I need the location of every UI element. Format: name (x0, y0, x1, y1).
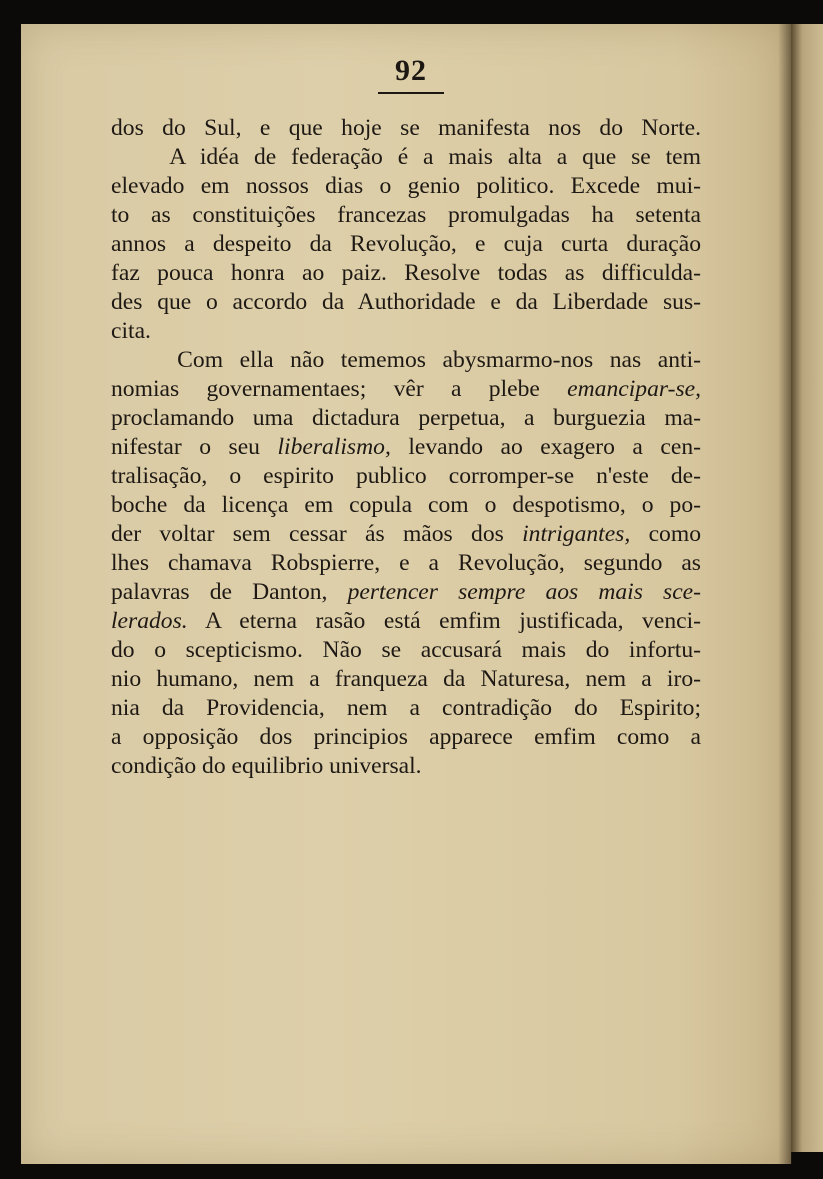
body-text (111, 114, 701, 781)
text-segment: to as constituições francezas promulgadas ha setenta (111, 202, 701, 228)
page-number-rule (378, 92, 444, 94)
italic-text: liberalismo, (277, 434, 391, 460)
text-line (111, 520, 701, 549)
text-segment: como (630, 521, 701, 547)
text-segment: des que o accordo da Authoridade e da Liberdade sus- (111, 289, 701, 315)
next-page-edge (791, 24, 823, 1152)
text-line (111, 462, 701, 491)
text-segment: A eterna rasão está emfim justificada, venci- (187, 608, 701, 634)
text-line (111, 694, 701, 723)
text-line (111, 723, 701, 752)
text-line (111, 288, 701, 317)
text-line (111, 607, 701, 636)
text-line (111, 433, 701, 462)
italic-text: lerados. (111, 608, 188, 634)
text-segment: nio humano, nem a franqueza da Naturesa, nem a iro- (111, 666, 701, 692)
text-segment: condição do equilibrio universal. (111, 753, 422, 779)
text-segment: cita. (111, 318, 151, 344)
text-line (111, 317, 701, 346)
italic-text: emancipar-se, (567, 376, 701, 402)
text-line (111, 201, 701, 230)
text-line (111, 259, 701, 288)
text-segment: nifestar o seu (111, 434, 278, 460)
text-line (111, 230, 701, 259)
page-number: 92 (395, 54, 427, 87)
text-line (111, 143, 701, 172)
text-segment: dos do Sul, e que hoje se manifesta nos do Norte. (111, 115, 701, 141)
text-segment: do o scepticismo. Não se accusará mais do infortu- (111, 637, 701, 663)
text-line (111, 491, 701, 520)
text-line (111, 114, 701, 143)
text-segment: faz pouca honra ao paiz. Resolve todas as difficulda- (111, 260, 701, 286)
text-segment: annos a despeito da Revolução, e cuja curta duração (111, 231, 701, 257)
text-segment: palavras de Danton, (111, 579, 348, 605)
text-line (111, 172, 701, 201)
text-segment: elevado em nossos dias o genio politico. Excede mui- (111, 173, 701, 199)
text-segment: a opposição dos principios apparece emfim como a (111, 724, 701, 750)
text-segment: levando ao exagero a cen- (390, 434, 701, 460)
text-line (111, 346, 701, 375)
italic-text: pertencer sempre aos mais sce- (347, 579, 701, 605)
text-line (111, 375, 701, 404)
text-segment: tralisação, o espirito publico corromper-se n'este de- (111, 463, 701, 489)
text-line (111, 404, 701, 433)
page-sheet (21, 24, 791, 1164)
book-gutter (778, 24, 792, 1164)
text-line (111, 752, 701, 781)
text-segment: nia da Providencia, nem a contradição do Espirito; (111, 695, 701, 721)
italic-text: intrigantes, (522, 521, 631, 547)
text-segment: der voltar sem cessar ás mãos dos (111, 521, 523, 547)
text-segment: lhes chamava Robspierre, e a Revolução, segundo as (111, 550, 701, 576)
text-segment: nomias governamentaes; vêr a plebe (111, 376, 568, 402)
text-line (111, 665, 701, 694)
text-segment: Com ella não tememos abysmarmo-nos nas anti- (111, 347, 701, 373)
text-line (111, 578, 701, 607)
text-segment: boche da licença em copula com o despotismo, o po- (111, 492, 701, 518)
text-line (111, 636, 701, 665)
text-segment: proclamando uma dictadura perpetua, a burguezia ma- (111, 405, 701, 431)
text-segment: A idéa de federação é a mais alta a que se tem (111, 144, 701, 170)
text-line (111, 549, 701, 578)
